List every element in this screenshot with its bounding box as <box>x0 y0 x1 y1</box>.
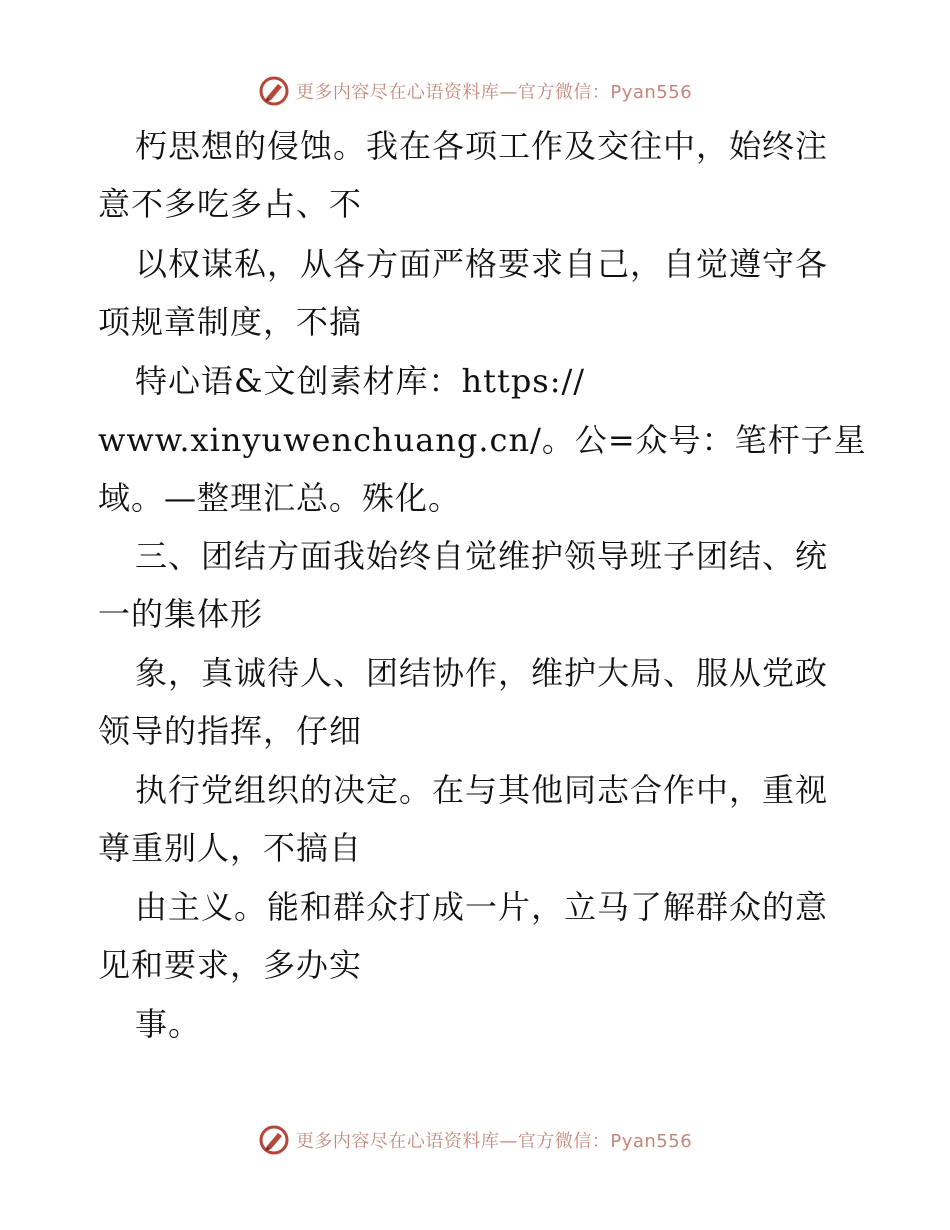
footer-banner-text: 更多内容尽在心语资料库—官方微信：Pyan556 <box>295 1131 693 1152</box>
body-line: 朽思想的侵蚀。我在各项工作及交往中，始终注 <box>135 127 829 165</box>
body-line: 三、团结方面我始终自觉维护领导班子团结、统 <box>135 537 829 575</box>
pen-logo-icon <box>258 1124 290 1156</box>
body-line: 一的集体形 <box>98 595 264 633</box>
header-banner-text: 更多内容尽在心语资料库—官方微信：Pyan556 <box>295 82 693 103</box>
body-line: 意不多吃多占、不 <box>98 185 363 223</box>
body-line: 以权谋私，从各方面严格要求自己，自觉遵守各 <box>135 245 829 283</box>
body-line: 领导的指挥，仔细 <box>98 712 363 750</box>
body-line: 执行党组织的决定。在与其他同志合作中，重视 <box>135 771 829 809</box>
body-line: www.xinyuwenchuang.cn/。公=众号：笔杆子星 <box>98 421 867 459</box>
body-line: 见和要求，多办实 <box>98 946 363 984</box>
header-banner <box>0 73 950 109</box>
footer-banner <box>0 1122 950 1158</box>
body-line: 象，真诚待人、团结协作，维护大局、服从党政 <box>135 654 829 692</box>
body-line: 事。 <box>135 1005 202 1043</box>
pen-logo-icon <box>258 75 290 107</box>
body-line: 域。—整理汇总。殊化。 <box>98 479 462 517</box>
body-line: 特心语&文创素材库：https:// <box>135 362 586 400</box>
body-line: 由主义。能和群众打成一片，立马了解群众的意 <box>135 888 829 926</box>
body-line: 项规章制度，不搞 <box>98 303 363 341</box>
body-line: 尊重别人，不搞自 <box>98 829 363 867</box>
